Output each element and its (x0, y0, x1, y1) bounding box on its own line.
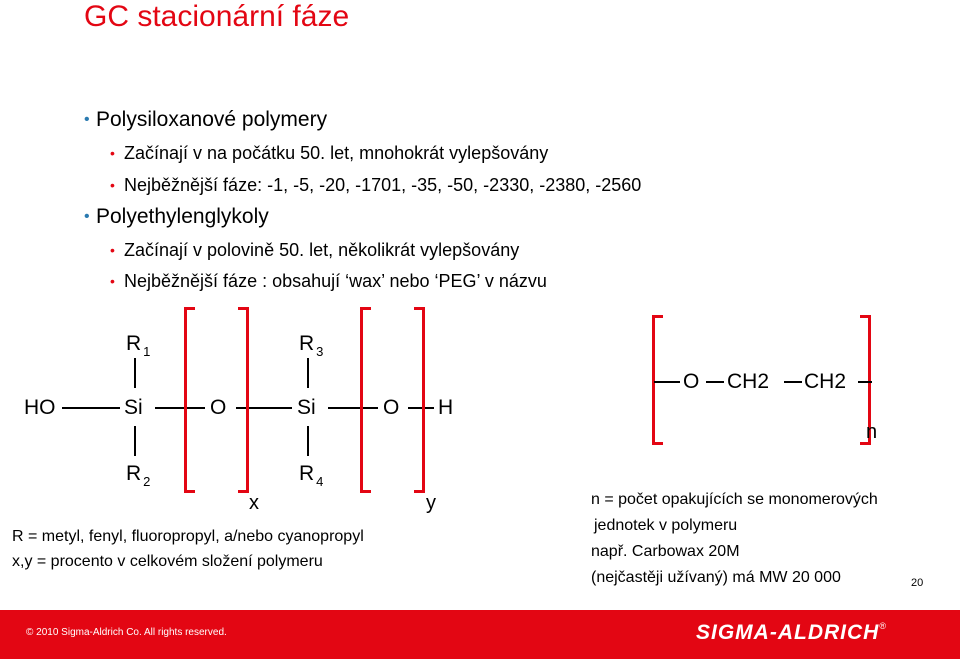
bond (858, 381, 872, 383)
footer-bar (0, 610, 960, 659)
bond (307, 358, 309, 388)
atom-o-2: O (383, 396, 400, 419)
bond (134, 426, 136, 456)
note-units: jednotek v polymeru (594, 517, 738, 534)
bond (784, 381, 802, 383)
bond (654, 381, 680, 383)
sub-bullet: • Nejběžnější fáze: -1, -5, -20, -1701, -35, -50, -2330, -2380, -2560 (110, 173, 641, 197)
subscript-y: y (426, 492, 436, 514)
group-r4: R $_4$ (299, 462, 324, 489)
sigma-aldrich-logo: SIGMA-ALDRICH® (696, 621, 887, 644)
bond (134, 358, 136, 388)
atom-h: H (438, 396, 454, 419)
note-r: R = metyl, fenyl, fluoropropyl, a/nebo cyanopropyl (12, 528, 364, 545)
atom-o-1: O (210, 396, 227, 419)
page-number: 20 (911, 577, 924, 589)
group-ch2-a: CH2 (727, 370, 770, 393)
bond (706, 381, 724, 383)
group-r3: R $_3$ (299, 332, 324, 359)
group-r1: R $_1$ (126, 332, 151, 359)
bond (307, 426, 309, 456)
bracket-x-left (184, 307, 195, 493)
note-mw: (nejčastěji užívaný) má MW 20 000 (591, 569, 841, 586)
note-n: n = počet opakujících se monomerových (591, 491, 878, 508)
sub-bullet: • Začínají v polovině 50. let, několikrát vylepšovány (110, 238, 519, 262)
group-r2: R $_2$ (126, 462, 151, 489)
bullet-polyethyleneglycols: • Polyethylenglykoly (84, 204, 269, 230)
sub-bullet: • Začínají v na počátku 50. let, mnohokrát vylepšovány (110, 141, 548, 165)
bracket-y-left (360, 307, 371, 493)
atom-o: O (683, 370, 700, 393)
atom-si-2: Si (297, 396, 316, 419)
bracket-x-right (238, 307, 249, 493)
bond (155, 407, 205, 409)
note-carbowax: např. Carbowax 20M (591, 543, 740, 560)
subscript-n: n (866, 421, 878, 443)
subscript-x: x (249, 492, 259, 514)
atom-ho: HO (24, 396, 56, 419)
bracket-y-right (414, 307, 425, 493)
slide-title: GC stacionární fáze (84, 0, 350, 33)
sub-bullet: • Nejběžnější fáze : obsahují ‘wax’ nebo ‘PEG’ v názvu (110, 269, 547, 293)
bond (62, 407, 120, 409)
note-xy: x,y = procento v celkovém složení polymeru (12, 553, 323, 570)
group-ch2-b: CH2 (804, 370, 847, 393)
bracket-n-left (652, 315, 663, 445)
bullet-polysiloxanes: • Polysiloxanové polymery (84, 107, 327, 133)
atom-si-1: Si (124, 396, 143, 419)
copyright-text: © 2010 Sigma-Aldrich Co. All rights reserved. (26, 627, 227, 638)
